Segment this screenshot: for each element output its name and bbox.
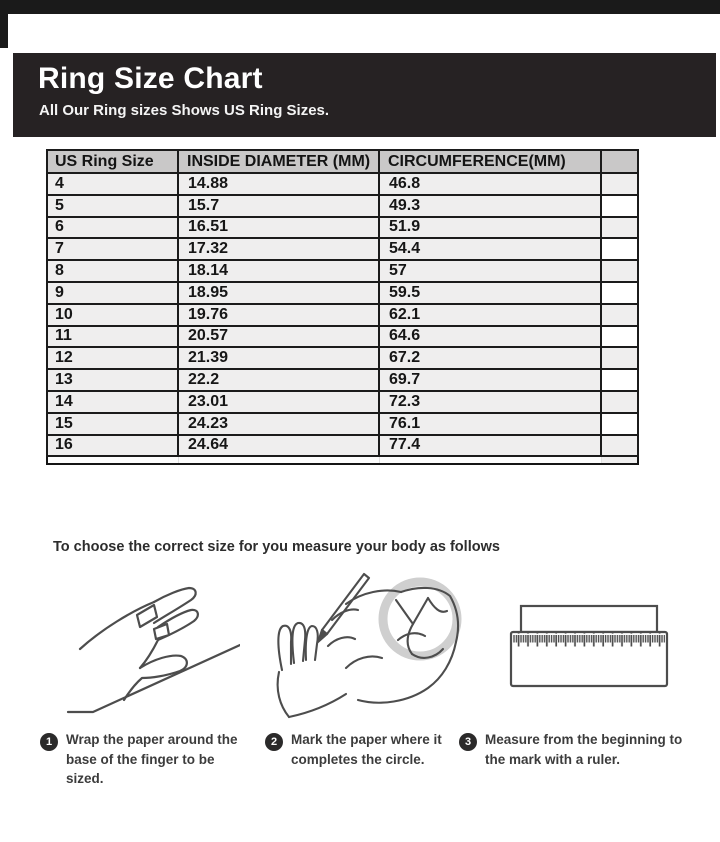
table-cell: 18.14 bbox=[178, 260, 379, 282]
table-cell-empty bbox=[379, 456, 601, 464]
table-cell: 15 bbox=[47, 413, 178, 435]
table-cell: 76.1 bbox=[379, 413, 601, 435]
header-banner bbox=[13, 53, 716, 137]
table-cell: 21.39 bbox=[178, 347, 379, 369]
table-row bbox=[47, 326, 638, 348]
step-1-number-badge: 1 bbox=[40, 733, 58, 751]
step-3-caption: Measure from the beginning to the mark with a ruler. bbox=[485, 732, 683, 767]
table-cell-empty bbox=[601, 456, 638, 464]
step-1-caption: Wrap the paper around the base of the finger to be sized. bbox=[66, 732, 238, 787]
table-cell: 46.8 bbox=[379, 173, 601, 195]
table-cell-empty bbox=[47, 456, 178, 464]
ring-size-table-body bbox=[47, 173, 638, 464]
table-cell-empty bbox=[601, 304, 638, 326]
table-cell-empty bbox=[601, 282, 638, 304]
table-cell: 24.23 bbox=[178, 413, 379, 435]
table-row bbox=[47, 369, 638, 391]
ring-size-table bbox=[46, 149, 639, 465]
table-header-row bbox=[47, 150, 638, 173]
table-cell: 18.95 bbox=[178, 282, 379, 304]
top-black-bar bbox=[0, 0, 720, 14]
table-cell-empty bbox=[601, 217, 638, 239]
step-2-number-badge: 2 bbox=[265, 733, 283, 751]
table-row bbox=[47, 391, 638, 413]
table-cell-empty bbox=[601, 413, 638, 435]
step-3-number-badge: 3 bbox=[459, 733, 477, 751]
table-cell-empty bbox=[601, 435, 638, 457]
table-cell-empty bbox=[601, 391, 638, 413]
table-cell: 20.57 bbox=[178, 326, 379, 348]
table-cell: 62.1 bbox=[379, 304, 601, 326]
table-cell: 14 bbox=[47, 391, 178, 413]
step-1 bbox=[40, 730, 248, 789]
table-row bbox=[47, 347, 638, 369]
table-row bbox=[47, 260, 638, 282]
table-cell: 49.3 bbox=[379, 195, 601, 217]
table-cell: 4 bbox=[47, 173, 178, 195]
table-cell: 10 bbox=[47, 304, 178, 326]
measure-instructions-heading: To choose the correct size for you measure your body as follows bbox=[53, 539, 500, 555]
table-cell: 22.2 bbox=[178, 369, 379, 391]
page-subtitle: All Our Ring sizes Shows US Ring Sizes. bbox=[39, 102, 330, 119]
table-cell: 14.88 bbox=[178, 173, 379, 195]
table-cell: 8 bbox=[47, 260, 178, 282]
table-cell: 7 bbox=[47, 238, 178, 260]
table-cell: 54.4 bbox=[379, 238, 601, 260]
col-header-circumference: CIRCUMFERENCE(MM) bbox=[379, 150, 601, 173]
step-3 bbox=[459, 730, 693, 769]
paper-strip bbox=[521, 606, 657, 632]
table-cell-empty bbox=[601, 195, 638, 217]
table-cell-empty bbox=[601, 347, 638, 369]
ruler-ticks bbox=[513, 634, 665, 647]
table-cell: 24.64 bbox=[178, 435, 379, 457]
table-row bbox=[47, 195, 638, 217]
table-cell: 16.51 bbox=[178, 217, 379, 239]
col-header-us-ring-size: US Ring Size bbox=[47, 150, 178, 173]
table-cell: 64.6 bbox=[379, 326, 601, 348]
table-row bbox=[47, 238, 638, 260]
table-cell-empty bbox=[601, 326, 638, 348]
table-cell: 17.32 bbox=[178, 238, 379, 260]
col-header-empty bbox=[601, 150, 638, 173]
table-cell: 12 bbox=[47, 347, 178, 369]
table-row-empty bbox=[47, 456, 638, 464]
table-cell: 9 bbox=[47, 282, 178, 304]
table-cell: 5 bbox=[47, 195, 178, 217]
ruler-icon bbox=[508, 596, 670, 693]
top-left-black-sliver bbox=[0, 0, 8, 48]
table-cell: 6 bbox=[47, 217, 178, 239]
step-2 bbox=[265, 730, 461, 769]
table-cell: 72.3 bbox=[379, 391, 601, 413]
table-cell: 11 bbox=[47, 326, 178, 348]
table-cell: 23.01 bbox=[178, 391, 379, 413]
hands-marking-pencil-icon bbox=[258, 562, 468, 722]
table-cell: 69.7 bbox=[379, 369, 601, 391]
col-header-inside-diameter: INSIDE DIAMETER (MM) bbox=[178, 150, 379, 173]
table-row bbox=[47, 413, 638, 435]
table-row bbox=[47, 282, 638, 304]
table-cell: 77.4 bbox=[379, 435, 601, 457]
table-cell-empty bbox=[178, 456, 379, 464]
table-cell-empty bbox=[601, 260, 638, 282]
table-cell-empty bbox=[601, 369, 638, 391]
hand-with-paper-strip-icon bbox=[50, 565, 240, 725]
table-cell: 67.2 bbox=[379, 347, 601, 369]
table-cell: 51.9 bbox=[379, 217, 601, 239]
table-cell: 59.5 bbox=[379, 282, 601, 304]
table-row bbox=[47, 435, 638, 457]
table-row bbox=[47, 173, 638, 195]
table-cell: 16 bbox=[47, 435, 178, 457]
table-row bbox=[47, 304, 638, 326]
table-header bbox=[47, 150, 638, 173]
table-cell: 15.7 bbox=[178, 195, 379, 217]
table-cell-empty bbox=[601, 238, 638, 260]
step-2-caption: Mark the paper where it completes the circle. bbox=[291, 732, 442, 767]
table-cell: 13 bbox=[47, 369, 178, 391]
table-cell: 57 bbox=[379, 260, 601, 282]
table-cell: 19.76 bbox=[178, 304, 379, 326]
page-title: Ring Size Chart bbox=[38, 62, 263, 95]
table-row bbox=[47, 217, 638, 239]
table-cell-empty bbox=[601, 173, 638, 195]
